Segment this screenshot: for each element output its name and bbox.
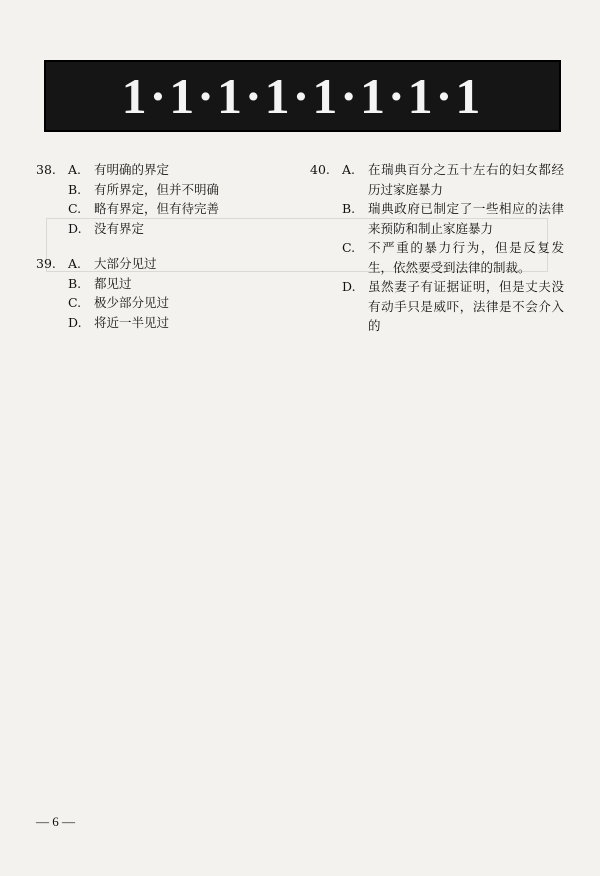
question-number: 40.: [310, 162, 330, 177]
question-number: 38.: [36, 162, 56, 177]
question-38-option-c: [36, 199, 286, 219]
option-text: 都见过: [94, 275, 132, 291]
page-number: — 6 —: [36, 814, 75, 829]
option-letter: C.: [342, 240, 356, 255]
option-text: 略有界定，但有待完善: [94, 201, 220, 216]
question-39-option-c: [36, 293, 286, 313]
option-letter: D.: [68, 314, 82, 330]
option-text: 大部分见过: [94, 256, 157, 271]
option-letter: B.: [68, 181, 82, 197]
option-letter: C.: [68, 201, 82, 216]
question-40-option-a: [310, 160, 564, 199]
question-39-option-d: [36, 313, 286, 333]
option-text: 虽然妻子有证据证明，但是丈夫没有动手只是威吓，法律是不会介入的: [368, 279, 564, 333]
option-text: 极少部分见过: [94, 295, 170, 310]
title-banner: [44, 60, 561, 132]
question-40: [310, 160, 564, 336]
option-text: 有明确的界定: [94, 162, 170, 177]
banner-text: 1·1·1·1·1·1·1·1: [121, 68, 484, 124]
bleed-through-texture: [60, 290, 560, 810]
option-text: 不严重的暴力行为，但是反复发生，依然要受到法律的制裁。: [368, 240, 564, 275]
question-40-option-d: [310, 277, 564, 336]
question-40-option-c: [310, 238, 564, 277]
question-40-option-b: [310, 199, 564, 238]
question-38-option-a: [36, 160, 286, 180]
option-text: 在瑞典百分之五十左右的妇女都经历过家庭暴力: [368, 162, 564, 197]
option-text: 有所界定，但并不明确: [94, 181, 220, 197]
question-39-option-b: [36, 274, 286, 294]
option-letter: B.: [68, 275, 82, 291]
option-text: 瑞典政府已制定了一些相应的法律来预防和制止家庭暴力: [368, 201, 564, 236]
option-letter: C.: [68, 295, 82, 310]
question-38-option-d: [36, 219, 286, 239]
option-letter: A.: [68, 256, 82, 271]
question-39: [36, 254, 286, 332]
option-text: 将近一半见过: [94, 314, 170, 330]
question-number: 39.: [36, 256, 56, 271]
option-letter: D.: [68, 220, 82, 236]
option-letter: D.: [342, 279, 356, 294]
question-39-option-a: [36, 254, 286, 274]
option-text: 没有界定: [94, 220, 145, 236]
question-38: [36, 160, 286, 238]
option-letter: B.: [342, 201, 356, 216]
option-letter: A.: [68, 162, 82, 177]
option-letter: A.: [342, 162, 356, 177]
question-38-option-b: [36, 180, 286, 200]
